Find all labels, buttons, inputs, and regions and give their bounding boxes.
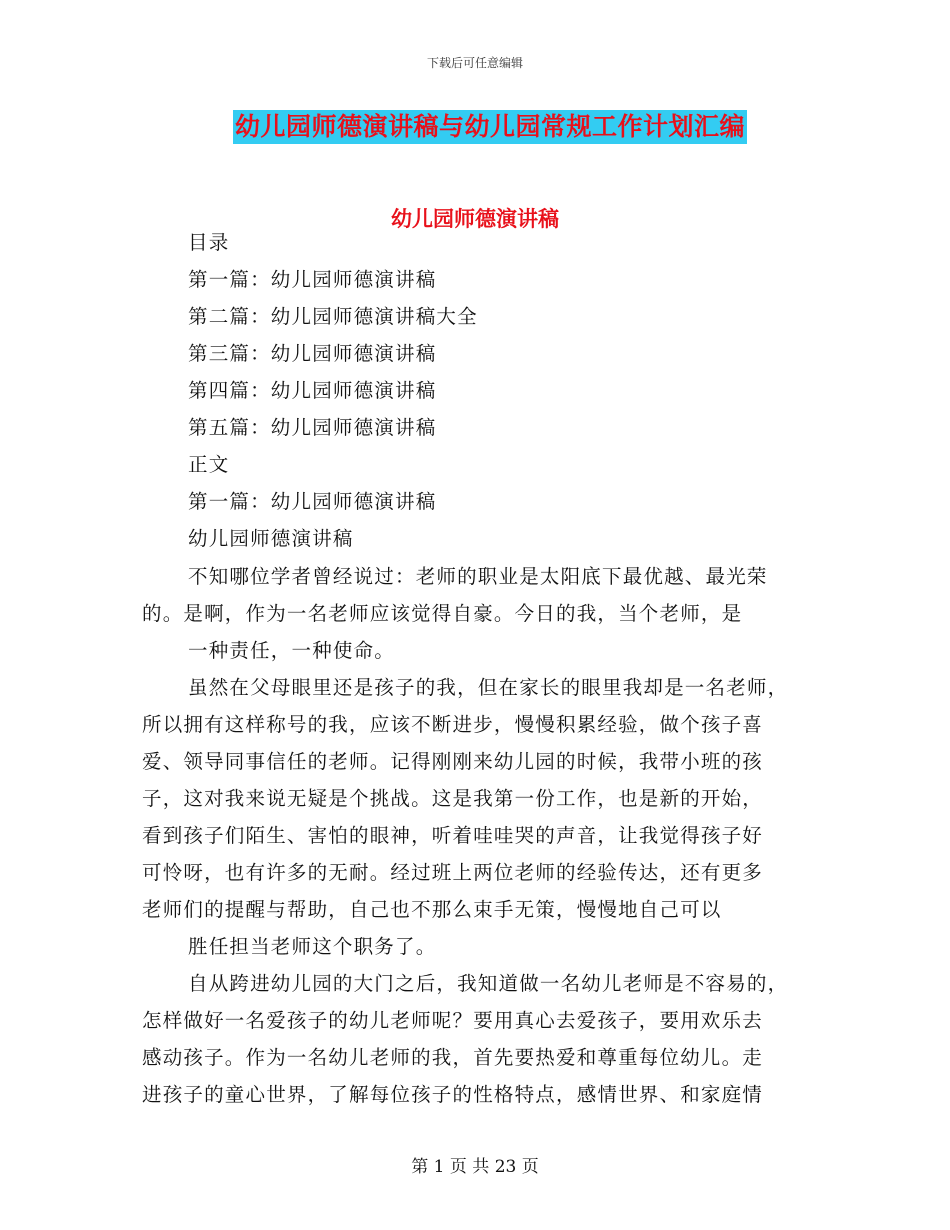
paragraph-line: 可怜呀，也有许多的无耐。经过班上两位老师的经验传达，还有更多 (142, 861, 764, 884)
paragraph-line: 自从跨进幼儿园的大门之后，我知道做一名幼儿老师是不容易的， (188, 972, 789, 995)
paragraph-line: 感动孩子。作为一名幼儿老师的我，首先要热爱和尊重每位幼儿。走 (142, 1046, 764, 1069)
section-title: 幼儿园师德演讲稿 (391, 206, 559, 231)
paragraph-line: 老师们的提醒与帮助，自己也不那么束手无策，慢慢地自己可以 (142, 898, 722, 921)
toc-item: 第二篇：幼儿园师德演讲稿大全 (188, 305, 478, 328)
toc-heading: 目录 (188, 231, 230, 254)
paragraph-line: 进孩子的童心世界，了解每位孩子的性格特点，感情世界、和家庭情 (142, 1083, 764, 1106)
header-note: 下载后可任意编辑 (426, 56, 523, 70)
paragraph-line: 爱、领导同事信任的老师。记得刚刚来幼儿园的时候，我带小班的孩 (142, 750, 764, 773)
paragraph-line: 虽然在父母眼里还是孩子的我，但在家长的眼里我却是一名老师， (188, 676, 789, 699)
toc-item: 第一篇：幼儿园师德演讲稿 (188, 268, 437, 291)
chapter-heading: 第一篇：幼儿园师德演讲稿 (188, 490, 437, 513)
paragraph-line: 所以拥有这样称号的我，应该不断进步，慢慢积累经验，做个孩子喜 (142, 713, 764, 736)
chapter-subheading: 幼儿园师德演讲稿 (188, 527, 354, 550)
paragraph-line: 子，这对我来说无疑是个挑战。这是我第一份工作，也是新的开始， (142, 787, 764, 810)
document-title: 幼儿园师德演讲稿与幼儿园常规工作计划汇编 (233, 110, 747, 144)
paragraph-line: 胜任担当老师这个职务了。 (188, 935, 437, 958)
body-heading: 正文 (188, 453, 230, 476)
paragraph-line: 怎样做好一名爱孩子的幼儿老师呢？要用真心去爱孩子，要用欢乐去 (142, 1009, 764, 1032)
toc-item: 第四篇：幼儿园师德演讲稿 (188, 379, 437, 402)
paragraph-line: 的。是啊，作为一名老师应该觉得自豪。今日的我，当个老师，是 (142, 602, 743, 625)
paragraph-line: 一种责任，一种使命。 (188, 639, 396, 662)
paragraph-line: 看到孩子们陌生、害怕的眼神，听着哇哇哭的声音，让我觉得孩子好 (142, 824, 764, 847)
page-number-footer: 第 1 页 共 23 页 (411, 1157, 539, 1177)
toc-item: 第五篇：幼儿园师德演讲稿 (188, 416, 437, 439)
toc-item: 第三篇：幼儿园师德演讲稿 (188, 342, 437, 365)
paragraph-line: 不知哪位学者曾经说过：老师的职业是太阳底下最优越、最光荣 (188, 565, 768, 588)
